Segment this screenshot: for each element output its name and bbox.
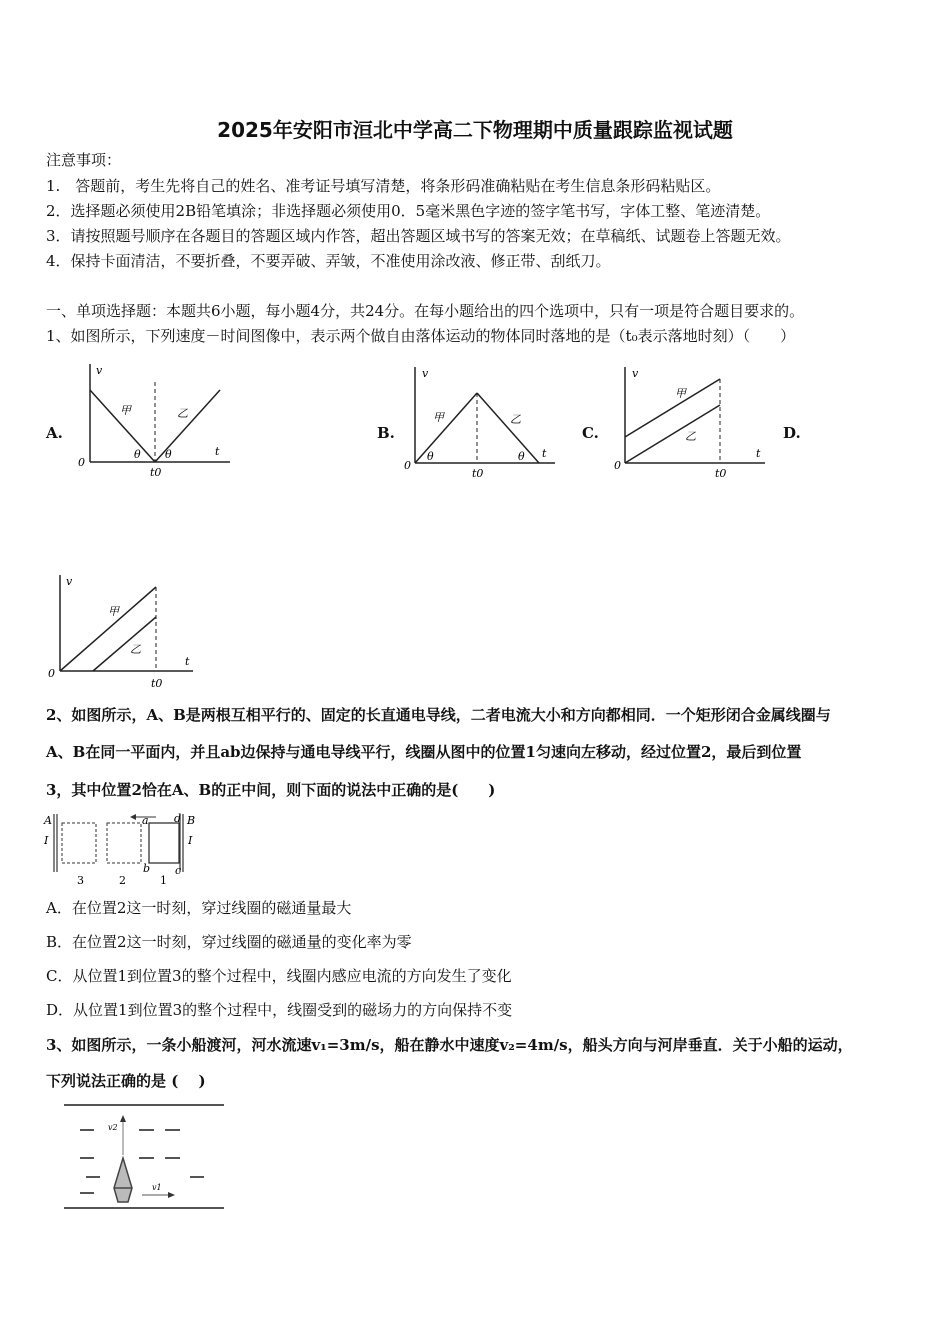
q3-river-diagram [62,1100,232,1215]
t0-label: t0 [472,467,484,480]
q3-stem-line: 下列说法正确的是 ( ) [46,1072,206,1090]
q1-option-c: C. [582,424,599,442]
q2-stem-line: A、B在同一平面内，并且ab边保持与通电导线平行，线圈从图中的位置1匀速向左移动，经过位置2，最后到位置 [46,743,802,761]
q2-stem-line: 3，其中位置2恰在A、B的正中间，则下面的说法中正确的是( ) [46,781,496,799]
q1-stem: 1、如图所示，下列速度－时间图像中，表示两个做自由落体运动的物体同时落地的是（t₀表示落地时刻）（ ） [46,327,796,345]
label-c: c [175,864,182,877]
position-3: 3 [77,874,84,887]
label-v2: v2 [108,1123,118,1132]
label-d: d [174,812,182,825]
note-item: 4．保持卡面清洁，不要折叠，不要弄破、弄皱，不准使用涂改液、修正带、刮纸刀。 [46,252,611,270]
axis-t-label: t [215,445,220,458]
q2-stem-line: 2、如图所示，A、B是两根互相平行的、固定的长直通电导线，二者电流大小和方向都相同．一个矩形闭合金属线圈与 [46,706,831,724]
theta-label: θ [427,450,434,463]
origin-label: 0 [404,459,411,472]
q2-option-a: A．在位置2这一时刻，穿过线圈的磁通量最大 [46,899,352,917]
label-v1: v1 [152,1183,162,1192]
origin-label: 0 [78,456,85,469]
jia-label: 甲 [675,387,686,400]
axis-t-label: t [542,447,547,460]
notes-heading: 注意事项： [46,151,122,169]
theta-label: θ [518,450,525,463]
t0-label: t0 [715,467,727,480]
label-a: a [142,814,149,827]
label-b-wire: B [187,814,196,827]
note-item: 1. 答题前，考生先将自己的姓名、准考证号填写清楚，将条形码准确粘贴在考生信息条形码粘贴区。 [46,177,721,195]
q3-stem-line: 3、如图所示，一条小船渡河，河水流速v₁=3m/s，船在静水中速度v₂=4m/s，船头方向与河岸垂直．关于小船的运动， [46,1036,853,1054]
note-item: 3．请按照题号顺序在各题目的答题区域内作答，超出答题区域书写的答案无效；在草稿纸、试题卷上答题无效。 [46,227,791,245]
jia-label: 甲 [120,404,131,417]
q2-option-b: B．在位置2这一时刻，穿过线圈的磁通量的变化率为零 [46,933,412,951]
axis-v-label: v [66,575,73,588]
section-heading: 一、单项选择题：本题共6小题，每小题4分，共24分。在每小题给出的四个选项中，只有一项是符合题目要求的。 [46,302,805,320]
theta-label: θ [134,448,141,461]
origin-label: 0 [48,667,55,680]
t0-label: t0 [150,466,162,479]
origin-label: 0 [614,459,621,472]
axis-v-label: v [632,367,639,380]
q2-option-d: D．从位置1到位置3的整个过程中，线圈受到的磁场力的方向保持不变 [46,1001,513,1019]
yi-label: 乙 [130,643,141,656]
jia-label: 甲 [433,411,444,424]
yi-label: 乙 [177,407,188,420]
graph-a [70,362,240,482]
label-current: I [44,834,49,847]
axis-t-label: t [756,447,761,460]
note-item: 2．选择题必须使用2B铅笔填涂；非选择题必须使用0．5毫米黑色字迹的签字笔书写，字体工整、笔迹清楚。 [46,202,771,220]
axis-v-label: v [422,367,429,380]
label-b: b [143,862,151,875]
graph-c [610,365,780,485]
page-title: 2025年安阳市洹北中学高二下物理期中质量跟踪监视试题 [217,118,733,142]
q1-option-b: B. [377,424,395,442]
position-2: 2 [119,874,126,887]
position-1: 1 [160,874,167,887]
graph-b [400,365,570,485]
label-current: I [188,834,193,847]
q2-option-c: C．从位置1到位置3的整个过程中，线圈内感应电流的方向发生了变化 [46,967,512,985]
jia-label: 甲 [108,605,119,618]
t0-label: t0 [151,677,163,690]
yi-label: 乙 [685,430,696,443]
axis-v-label: v [96,364,103,377]
axis-t-label: t [185,655,190,668]
q2-diagram [44,812,194,887]
q1-option-a: A. [46,424,63,442]
graph-d [48,573,208,693]
q1-option-d: D. [783,424,801,442]
yi-label: 乙 [510,413,521,426]
label-a-wire: A [44,814,52,827]
theta-label: θ [165,448,172,461]
